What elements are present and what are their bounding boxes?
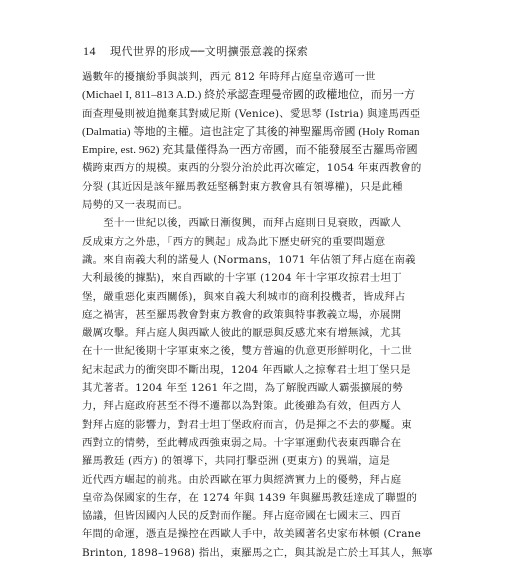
text-line: (Michael I, 811–813 A.D.) 終於承認查理曼帝國的政權地位，而另一方 [82,89,416,102]
text-line: 協議，但皆因國內人民的反對而作罷。拜占庭帝國在七國末三、四百 [82,510,402,523]
body-text [82,68,438,562]
text-line: 其尤著者。1204 年至 1261 年之間，為了解脫西歐人霸張擴展的勢 [82,382,403,395]
text-line: 近代西方崛起的前兆。由於西歐在軍力與經濟實力上的優勢，拜占庭 [82,473,402,486]
running-head [83,43,308,59]
text-line: 對拜占庭的影響力，對君士坦丁堡政府而言，仍是揮之不去的夢魘。東 [82,418,412,431]
text-line: 皇帝為保國家的生存，在 1274 年與 1439 年與羅馬教廷達成了聯盟的 [82,491,418,504]
page-number: 14 [83,44,96,58]
text-line: 分裂 (其近因是該年羅馬教廷堅稱對東方教會具有領導權)，只是此種 [82,180,403,193]
text-line: 在十一世紀後期十字軍東來之後，雙方普遍的仇意更形鮮明化，十二世 [82,345,412,358]
text-line: 羅馬教廷 (西方) 的領導下，共同打擊亞洲 (更東方) 的異端，這是 [82,455,391,468]
text-line: Brinton, 1898–1968) 指出，東羅馬之亡，與其說是亡於土耳其人，無寧 [82,546,433,559]
running-title: 現代世界的形成──文明擴張意義的探索 [110,45,309,58]
text-line: 西對立的情勢，至此轉成西強東弱之局。十字軍運動代表東西聯合在 [82,436,402,449]
text-line: Empire, est. 962) 充其量僅得為一西方帝國，而不能發展至古羅馬帝國 [82,144,418,157]
text-line: 紀末起武力的衝突即不斷出現，1204 年西歐人之掠奪君士坦丁堡只是 [82,363,411,376]
text-line: 年間的命運，憑直是操控在西歐人手中，故美國著名史家布林頓 (Crane [82,528,421,541]
text-line: 堡，嚴重惡化東西關係)，與來自義大利城市的商利投機者，皆成拜占 [82,290,406,303]
text-line: 橫跨東西方的規模。東西的分裂分治於此再次確定，1054 年東西教會的 [82,162,422,175]
text-line: (Dalmatia) 等地的主權。這也註定了其後的神聖羅馬帝國 (Holy Roman [82,125,420,138]
text-line: 力，拜占庭政府甚至不得不遷都以為對策。此後雖為有效，但西方人 [82,400,402,413]
text-line: 至十一世紀以後，西歐日漸復興，而拜占庭則日見衰敗，西歐人 [82,217,402,230]
text-line: 大利最後的據點)，來自西歐的十字軍 (1204 年十字軍攻掠君士坦丁 [82,272,402,285]
text-line: 庭之禍害，甚至羅馬教會對東方教會的政策與特事教義立場，亦展開 [82,308,402,321]
text-line: 過數年的擾攘紛爭與談判，西元 812 年時拜占庭皇帝邁可一世 [82,71,376,83]
text-line: 局勢的又一表現而已。 [82,199,189,212]
text-line: 識。來自南義大利的諾曼人 (Normans，1071 年佔領了拜占庭在南義 [82,253,416,266]
text-line: 面查理曼則被迫拋棄其對威尼斯 (Venice)、愛思琴 (Istria) 與達馬西亞 [82,107,421,120]
text-line: 反成東方之外患，「西方的興起」成為此下歷史研究的重要問題意 [82,235,386,248]
text-line: 嚴厲攻擊。拜占庭人與西歐人彼此的厭惡與反感尤來有增無減，尤其 [82,327,402,340]
